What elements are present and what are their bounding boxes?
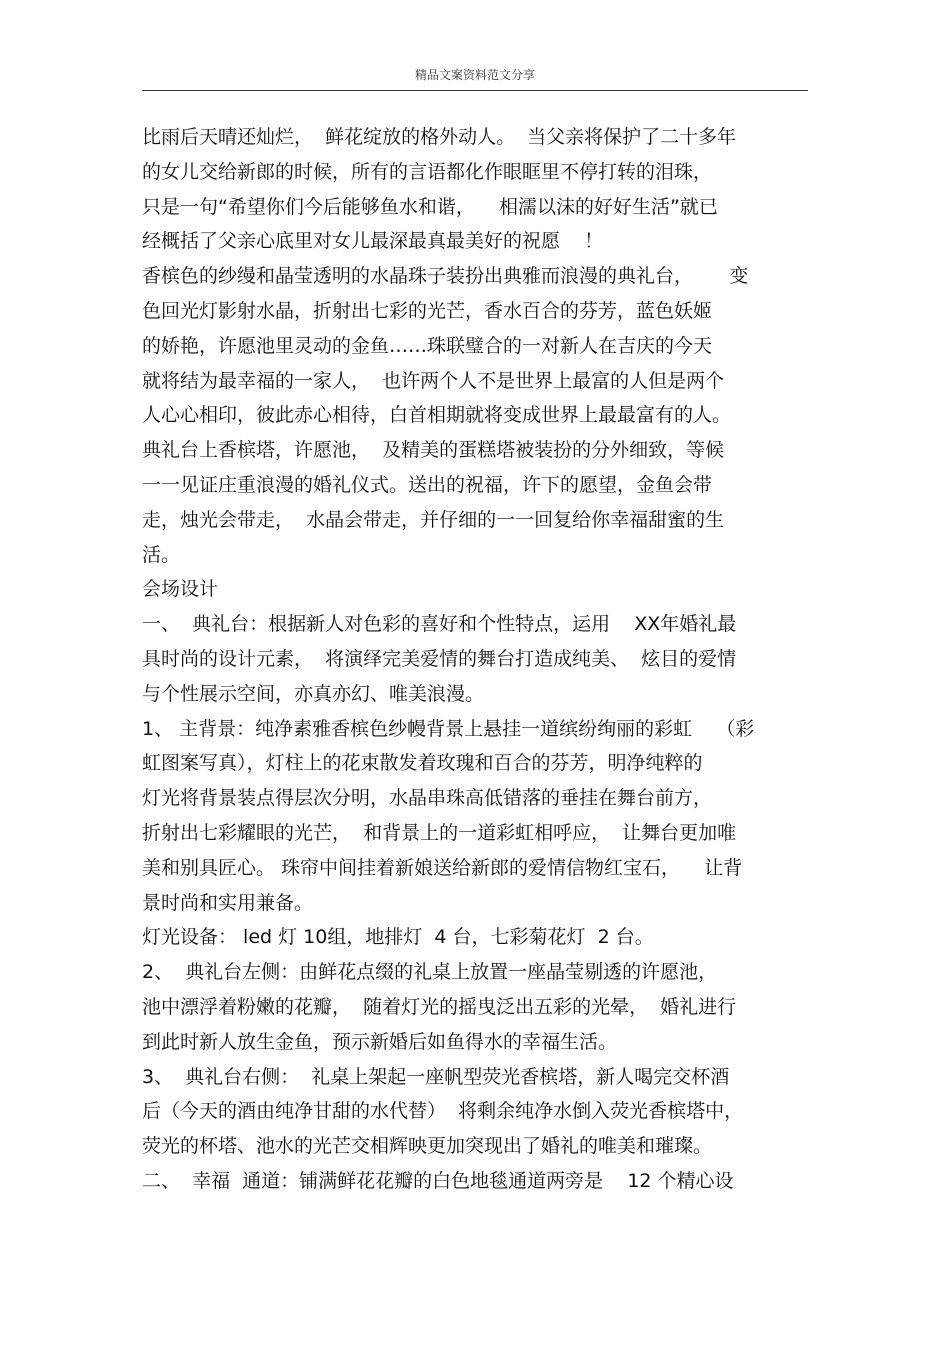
- text-line: 3、 典礼台右侧： 礼桌上架起一座帆型荧光香槟塔，新人喝完交杯酒: [142, 1065, 730, 1088]
- text-line: 一、 典礼台：根据新人对色彩的喜好和个性特点，运用 XX年婚礼最: [142, 613, 737, 636]
- text-line: 景时尚和实用兼备。: [142, 891, 314, 914]
- text-line: 的娇艳，许愿池里灵动的金鱼……珠联璧合的一对新人在吉庆的今天: [142, 334, 713, 357]
- document-body: [142, 120, 822, 1199]
- text-line: 人心心相印，彼此赤心相待，白首相期就将变成世界上最最富有的人。: [142, 404, 732, 427]
- text-line: 后（今天的酒由纯净甘甜的水代替） 将剩余纯净水倒入荧光香槟塔中，: [142, 1100, 744, 1123]
- text-line: 走，烛光会带走， 水晶会带走，并仔细的一一回复给你幸福甜蜜的生: [142, 508, 725, 531]
- text-line: 灯光将背景装点得层次分明，水晶串珠高低错落的垂挂在舞台前方，: [142, 787, 713, 810]
- text-line: 色回光灯影射水晶，折射出七彩的光芒，香水百合的芬芳，蓝色妖姬: [142, 299, 713, 322]
- text-line: 的女儿交给新郎的时候，所有的言语都化作眼眶里不停打转的泪珠，: [142, 160, 713, 183]
- text-line: 香槟色的纱缦和晶莹透明的水晶珠子装扮出典雅而浪漫的典礼台， 变: [142, 265, 749, 288]
- text-line: 池中漂浮着粉嫩的花瓣， 随着灯光的摇曳泛出五彩的光晕， 婚礼进行: [142, 995, 737, 1018]
- text-line: 折射出七彩耀眼的光芒， 和背景上的一道彩虹相呼应， 让舞台更加唯: [142, 821, 737, 844]
- section-heading: 会场设计: [142, 578, 219, 601]
- text-line: 灯光设备： led 灯 10组，地排灯 4 台，七彩菊花灯 2 台。: [142, 926, 654, 949]
- text-line: 与个性展示空间，亦真亦幻、唯美浪漫。: [142, 682, 485, 705]
- page-header: 精品文案资料范文分享: [414, 68, 535, 82]
- text-line: 典礼台上香槟塔，许愿池， 及精美的蛋糕塔被装扮的分外细致，等候: [142, 439, 725, 462]
- text-line: 只是一句“希望你们今后能够鱼水和谐， 相濡以沫的好好生活”就已: [142, 195, 718, 218]
- text-line: 具时尚的设计元素， 将演绎完美爱情的舞台打造成纯美、 炫目的爱情: [142, 647, 737, 670]
- text-line: 比雨后天晴还灿烂， 鲜花绽放的格外动人。 当父亲将保护了二十多年: [142, 126, 737, 148]
- text-line: 1、 主背景：纯净素雅香槟色纱幔背景上悬挂一道缤纷绚丽的彩虹 （彩: [142, 717, 755, 740]
- text-line: 二、 幸福 通道：铺满鲜花花瓣的白色地毯通道两旁是 12 个精心设: [142, 1169, 734, 1192]
- header-divider: [142, 90, 808, 91]
- text-line: 就将结为最幸福的一家人， 也许两个人不是世界上最富的人但是两个: [142, 369, 725, 392]
- text-line: 虹图案写真），灯柱上的花束散发着玫瑰和百合的芬芳，明净纯粹的: [142, 752, 703, 775]
- text-line: 经概括了父亲心底里对女儿最深最真最美好的祝愿 ！: [142, 230, 604, 253]
- text-line: 荧光的杯塔、池水的光芒交相辉映更加突现出了婚礼的唯美和璀璨。: [142, 1135, 713, 1158]
- text-line: 美和别具匠心。 珠帘中间挂着新娘送给新郎的爱情信物红宝石， 让背: [142, 856, 743, 879]
- text-line: 2、 典礼台左侧：由鲜花点缀的礼桌上放置一座晶莹剔透的许愿池，: [142, 961, 718, 984]
- text-line: 一一见证庄重浪漫的婚礼仪式。送出的祝福，许下的愿望，金鱼会带: [142, 473, 713, 496]
- text-line: 活。: [142, 543, 181, 566]
- text-line: 到此时新人放生金鱼，预示新婚后如鱼得水的幸福生活。: [142, 1030, 618, 1053]
